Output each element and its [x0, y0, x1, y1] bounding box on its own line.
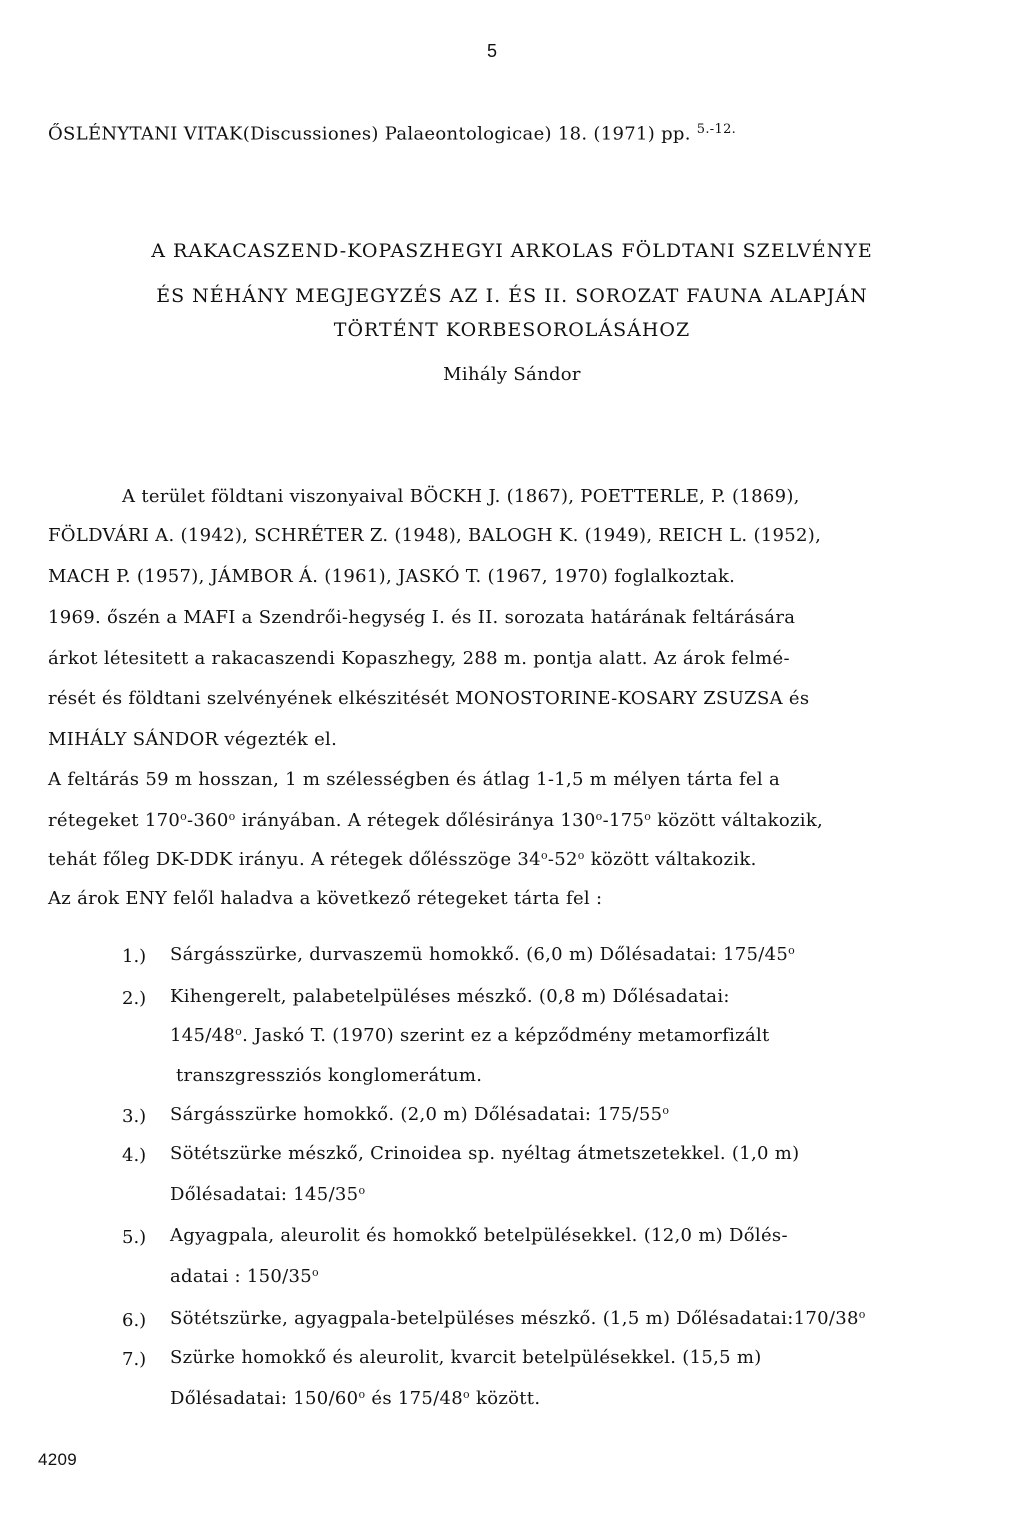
layer-5-text: Agyagpala, aleurolit és homokkő betelpülésekkel. (12,0 m) Dőlés- [170, 1225, 788, 1246]
intro-line-7: MIHÁLY SÁNDOR végezték el. [48, 729, 338, 750]
layer-7-text: Szürke homokkő és aleurolit, kvarcit betelpülésekkel. (15,5 m) [170, 1347, 762, 1368]
layer-4-text: Sötétszürke mészkő, Crinoidea sp. nyéltag átmetszetekkel. (1,0 m) [170, 1143, 800, 1164]
layer-2-text-cont: transzgressziós konglomerátum. [176, 1065, 483, 1086]
layer-7-text-cont: Dőlésadatai: 150/60$^o$ és 175/48$^o$ között. [170, 1387, 541, 1409]
degree-mark: o [358, 1183, 366, 1197]
layer-number: 1.) [122, 946, 147, 967]
layer-2-text: Kihengerelt, palabetelpüléses mészkő. (0,8 m) Dőlésadatai: [170, 986, 730, 1007]
journal-pages: 5.-12. [696, 122, 737, 137]
page-number: 5 [487, 41, 498, 61]
title-line-1: A RAKACASZEND-KOPASZHEGYI ARKOLAS FÖLDTANI SZELVÉNYE [151, 240, 873, 262]
layer-4-text-cont: Dőlésadatai: 145/35$^o$ [170, 1183, 366, 1205]
layer-2-text-cont: 145/48$^o$. Jaskó T. (1970) szerint ez a képződmény metamorfizált [170, 1024, 770, 1046]
exposure-line-1: A feltárás 59 m hosszan, 1 m szélességben és átlag 1-1,5 m mélyen tárta fel a [48, 769, 780, 790]
degree-mark: o [540, 848, 548, 862]
degree-mark: o [463, 1387, 470, 1401]
journal-line [48, 123, 736, 144]
layer-1-text: Sárgásszürke, durvaszemü homokkő. (6,0 m) Dőlésadatai: 175/45$^o$ [170, 943, 796, 965]
intro-line-2: FÖLDVÁRI A. (1942), SCHRÉTER Z. (1948), BALOGH K. (1949), REICH L. (1952), [48, 525, 822, 546]
author: Mihály Sándor [443, 364, 581, 385]
intro-line-1: A terület földtani viszonyaival BÖCKH J. (1867), POETTERLE, P. (1869), [122, 486, 800, 507]
intro-line-4: 1969. őszén a MAFI a Szendrői-hegység I. és II. sorozata határának feltárására [48, 607, 796, 628]
degree-mark: o [577, 848, 585, 862]
exposure-line-3: tehát főleg DK-DDK irányu. A rétegek dőlésszöge 34$^o$-52$^o$ között váltakozik. [48, 848, 757, 870]
layer-3-text: Sárgásszürke homokkő. (2,0 m) Dőlésadatai: 175/55$^o$ [170, 1103, 670, 1125]
layer-5-text-cont: adatai : 150/35$^o$ [170, 1265, 319, 1287]
degree-mark: o [235, 1024, 243, 1038]
layer-number: 4.) [122, 1145, 147, 1166]
degree-mark: o [662, 1103, 670, 1117]
degree-mark: o [595, 809, 603, 823]
intro-line-5: árkot létesitett a rakacaszendi Kopaszhegy, 288 m. pontja alatt. Az árok felmé- [48, 648, 790, 669]
layer-6-text: Sötétszürke, agyagpala-betelpüléses mészkő. (1,5 m) Dőlésadatai:170/38$^o$ [170, 1307, 866, 1329]
degree-mark: o [358, 1387, 366, 1401]
degree-mark: o [312, 1265, 319, 1279]
degree-mark: o [228, 809, 236, 823]
journal-series: ŐSLÉNYTANI VITAK(Discussiones) Palaeontologicae) 18. (1971) pp. [48, 123, 691, 145]
title-line-3: TÖRTÉNT KORBESOROLÁSÁHOZ [333, 319, 691, 341]
exposure-line-4: Az árok ENY felől haladva a következő rétegeket tárta fel : [48, 888, 603, 909]
intro-line-3: MACH P. (1957), JÁMBOR Á. (1961), JASKÓ T. (1967, 1970) foglalkoztak. [48, 566, 736, 587]
title-line-2: ÉS NÉHÁNY MEGJEGYZÉS AZ I. ÉS II. SOROZAT FAUNA ALAPJÁN [156, 285, 868, 307]
degree-mark: o [180, 809, 188, 823]
layer-number: 7.) [122, 1349, 147, 1370]
footer-code: 4209 [38, 1450, 78, 1469]
layer-number: 2.) [122, 988, 147, 1009]
intro-line-6: rését és földtani szelvényének elkészitését MONOSTORINE-KOSARY ZSUZSA és [48, 688, 810, 709]
exposure-line-2: rétegeket 170$^o$-360$^o$ irányában. A rétegek dőlésiránya 130$^o$-175$^o$ között váltakozik, [48, 809, 824, 831]
layer-number: 5.) [122, 1227, 147, 1248]
layer-number: 6.) [122, 1310, 147, 1331]
degree-mark: o [788, 943, 796, 957]
degree-mark: o [644, 809, 652, 823]
layer-number: 3.) [122, 1106, 147, 1127]
degree-mark: o [858, 1307, 866, 1321]
